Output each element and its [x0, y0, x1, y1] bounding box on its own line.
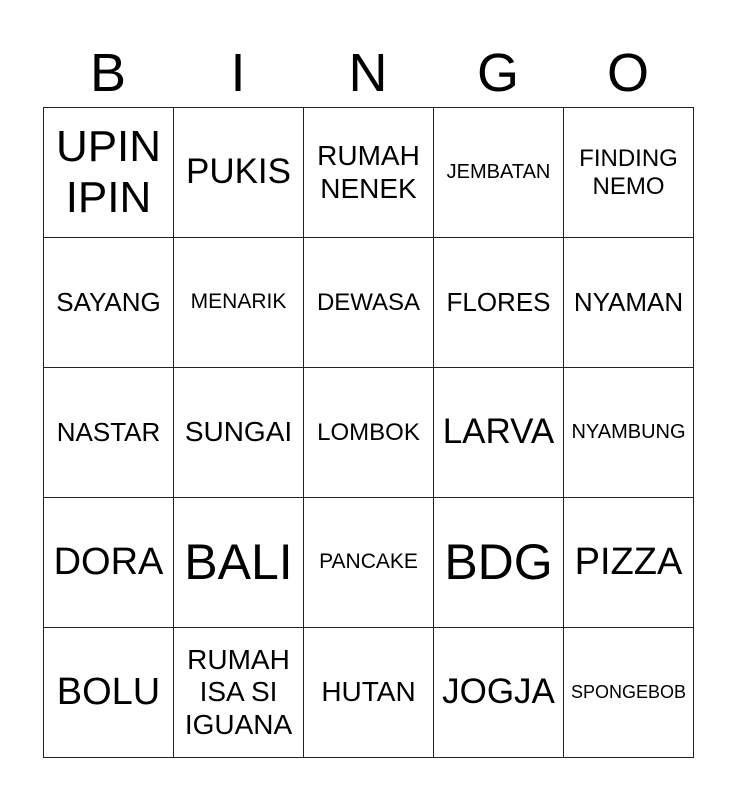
cell-text: SUNGAI [184, 416, 293, 448]
cell-text: FLORES [446, 286, 551, 317]
header-letter-i: I [230, 43, 246, 103]
cell-text: BDG [444, 533, 553, 590]
cell-text: MENARIK [190, 290, 287, 314]
header-letter-o: O [606, 43, 649, 103]
bingo-cell[interactable] [44, 498, 174, 628]
bingo-cell[interactable] [174, 628, 304, 758]
cell-text: PUKIS [185, 152, 292, 192]
bingo-cell[interactable] [174, 498, 304, 628]
cell-text: NASTAR [56, 416, 161, 447]
cell-text: LARVA [442, 412, 555, 452]
cell-text: FINDING NEMO [579, 144, 678, 200]
bingo-cell[interactable] [564, 108, 694, 238]
bingo-cell[interactable] [434, 628, 564, 758]
cell-text: UPIN IPIN [55, 121, 162, 222]
bingo-cell[interactable] [304, 628, 434, 758]
bingo-cell[interactable] [44, 368, 174, 498]
cell-text: RUMAH ISA SI IGUANA [184, 644, 293, 740]
cell-text: NYAMBUNG [571, 421, 686, 443]
cell-text: JOGJA [442, 672, 555, 712]
bingo-grid [43, 107, 694, 758]
bingo-cell[interactable] [304, 108, 434, 238]
cell-text: DORA [53, 540, 164, 583]
cell-text: NYAMAN [573, 286, 684, 317]
cell-text: BOLU [56, 670, 161, 713]
header-letter-g: G [476, 43, 519, 103]
bingo-cell[interactable] [44, 108, 174, 238]
bingo-cell[interactable] [174, 238, 304, 368]
bingo-header [43, 40, 693, 106]
bingo-cell[interactable] [434, 498, 564, 628]
bingo-cell[interactable] [564, 368, 694, 498]
cell-text: SAYANG [56, 286, 161, 317]
bingo-cell[interactable] [44, 628, 174, 758]
cell-text: SPONGEBOB [570, 682, 687, 703]
bingo-cell[interactable] [434, 238, 564, 368]
bingo-cell[interactable] [564, 628, 694, 758]
cell-text: BALI [184, 533, 293, 590]
bingo-cell[interactable] [564, 238, 694, 368]
cell-text: PIZZA [574, 540, 683, 583]
cell-text: LOMBOK [317, 418, 420, 446]
bingo-cell[interactable] [564, 498, 694, 628]
bingo-cell[interactable] [434, 368, 564, 498]
bingo-cell[interactable] [44, 238, 174, 368]
cell-text: JEMBATAN [446, 161, 551, 183]
cell-text: DEWASA [316, 288, 421, 316]
bingo-cell[interactable] [174, 108, 304, 238]
cell-text: HUTAN [321, 676, 416, 708]
bingo-cell[interactable] [304, 368, 434, 498]
bingo-cell[interactable] [174, 368, 304, 498]
bingo-cell[interactable] [304, 498, 434, 628]
cell-text: RUMAH NENEK [317, 140, 420, 204]
header-letter-b: B [89, 43, 127, 103]
bingo-cell[interactable] [434, 108, 564, 238]
bingo-cell[interactable] [304, 238, 434, 368]
cell-text: PANCAKE [319, 550, 418, 574]
header-letter-n: N [348, 43, 388, 103]
